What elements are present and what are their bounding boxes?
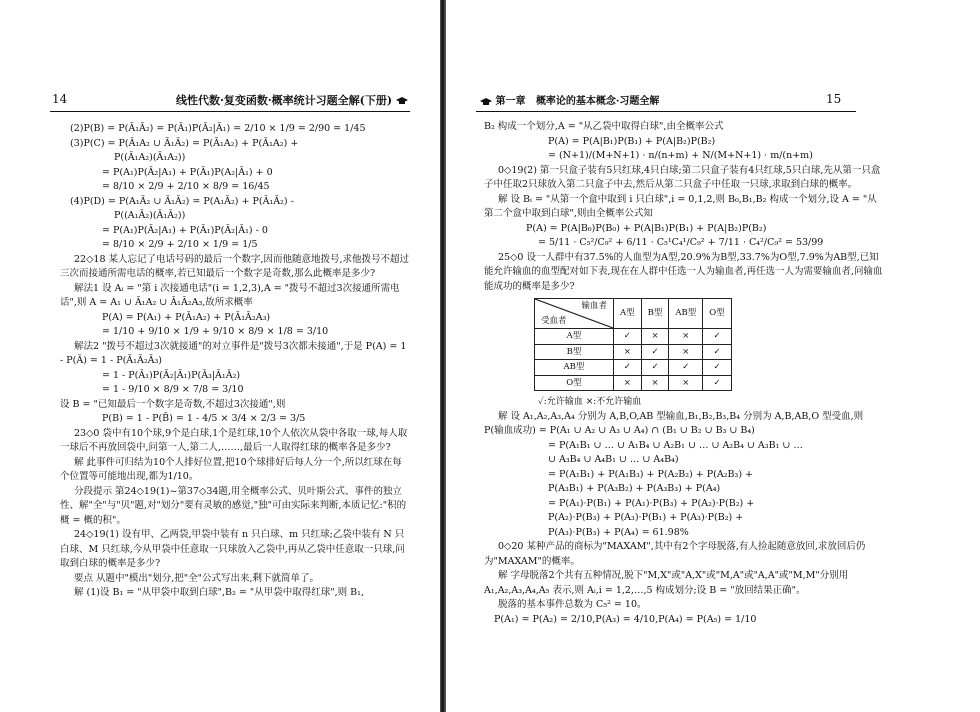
text-line: P(B) = 1 - P(B̄) = 1 - 4/5 × 3/4 × 2/3 = 3/5: [102, 413, 306, 424]
text-line: = (N+1)/(M+N+1) · n/(n+m) + N/(M+N+1) · m/(n+m): [548, 150, 813, 161]
text-line: = P(A₁)P(Ā₂|A₁) + P(Ā₁)P(A₂|Ā₁) + 0: [102, 166, 273, 178]
table-row-label: B型: [535, 344, 614, 360]
table-cell: ✓: [614, 329, 642, 345]
text-line: P(A) = P(A|B₀)P(B₀) + P(A|B₁)P(B₁) + P(A|B₂)P(B₂): [526, 222, 767, 234]
left-page: [0, 0, 440, 712]
table-corner-bottom: 受血者: [541, 315, 567, 326]
text-line: = P(A₁)·P(B₁) + P(A₁)·P(B₃) + P(A₂)·P(B₂) +: [548, 497, 755, 509]
text-line: = P(A₁B₁) + P(A₁B₃) + P(A₂B₂) + P(A₂B₃) +: [548, 468, 754, 480]
table-cell: ✓: [614, 360, 642, 376]
graduation-cap-icon: [480, 98, 492, 106]
diagonal-divider: [535, 299, 613, 328]
text-line: 22◇18 某人忘记了电话号码的最后一个数字,因而他随意地拨号,求他拨号不超过三次而接通所需电话的概率,若已知最后一个数字是奇数,那么此概率是多少?: [60, 253, 410, 279]
text-line: = P(A₁)P(Ā₂|A₁) + P(Ā₁)P(Ā₂|Ā₁) - 0: [102, 224, 268, 236]
text-line: 解法2 "拨号不超过3次就接通"的对立事件是"拨号3次都未接通",于是 P(A) = 1 - P(Ā) = 1 - P(Ā₁Ā₂Ā₃): [60, 340, 407, 366]
text-line: P(A) = P(A|B₁)P(B₁) + P(A|B₂)P(B₂): [548, 135, 716, 147]
table-col-header: B型: [641, 299, 669, 329]
text-line: = 8/10 × 2/9 + 2/10 × 8/9 = 16/45: [102, 181, 270, 192]
text-line: (3)P(C) = P(Ā₁A₂ ∪ Ā₁Ā₂) = P(Ā₁A₂) + P(Ā₁A₂) +: [70, 137, 299, 149]
text-line: 解 此事件可归结为10个人排好位置,把10个球排好后每人分一个,所以红球在每个位置等可能地出现,都为1/10。: [60, 456, 402, 482]
table-row-label: O型: [535, 375, 614, 391]
text-line: P(A₁) = P(A₂) = 2/10,P(A₃) = 4/10,P(A₄) = P(A₅) = 1/10: [494, 613, 757, 625]
table-cell: ×: [669, 344, 703, 360]
text-line: P(A₃)·P(B₃) + P(A₄) = 61.98%: [548, 526, 689, 538]
table-corner-cell: [535, 299, 614, 329]
table-cell: ×: [669, 329, 703, 345]
table-col-header: O型: [703, 299, 731, 329]
table-cell: ✓: [703, 360, 731, 376]
text-line: 脱落的基本事件总数为 C₅² = 10。: [498, 599, 647, 610]
table-legend: ✓:允许输血 ×:不允许输血: [538, 397, 642, 407]
table-cell: ✓: [703, 344, 731, 360]
right-page-content: [484, 120, 884, 627]
table-row-label: AB型: [535, 360, 614, 376]
text-line: 分段提示 第24◇19(1)~第37◇34题,用全概率公式、贝叶斯公式、事件的独立性、解"全"与"贝"题,对"划分"要有灵敏的感觉,"独"可由实际来判断,本质记忆:"积的概 = 概的积"。: [60, 485, 407, 526]
text-line: 24◇19(1) 设有甲、乙两袋,甲袋中装有 n 只白球、m 只红球;乙袋中装有 N 只白球、M 只红球,今从甲袋中任意取一只球放入乙袋中,再从乙袋中任意取一只球,问取到白球的概率是多少?: [60, 529, 405, 569]
text-line: = 1/10 + 9/10 × 1/9 + 9/10 × 8/9 × 1/8 = 3/10: [102, 326, 329, 337]
text-line: P((Ā₁A₂)(Ā₁A₂)): [114, 152, 186, 163]
text-line: 23◇0 袋中有10个球,9个是白球,1个是红球,10个人依次从袋中各取一球,每人取一球后不再放回袋中,问第一人,第二人,……,最后一人取得红球的概率各是多少?: [60, 427, 408, 453]
left-page-number: 14: [52, 92, 68, 106]
text-line: = 1 - P(Ā₁)P(Ā₂|Ā₁)P(Ā₃|Ā₁Ā₂): [102, 369, 241, 381]
right-text-top: [484, 120, 884, 294]
graduation-cap-icon: [396, 97, 408, 105]
blood-type-table: [534, 298, 732, 391]
table-cell: ✓: [703, 329, 731, 345]
text-line: (4)P(D) = P(A₁Ā₂ ∪ Ā₁Ā₂) = P(A₁Ā₂) + P(Ā₁Ā₂) -: [70, 195, 294, 207]
text-line: P((A₁Ā₂)(Ā₁Ā₂)): [114, 210, 186, 221]
right-page: [446, 0, 980, 712]
text-line: 25◇0 设一人群中有37.5%的人血型为A型,20.9%为B型,33.7%为O型,7.9%为AB型,已知能允许输血的血型配对如下表,现在在人群中任选一人为输血者,再任选一人为需要输血者,问输血能成功的概率是多少?: [484, 251, 883, 292]
right-header-title: 概率论的基本概念·习题全解: [535, 96, 660, 107]
table-row: [535, 375, 732, 391]
text-line: 解 字母脱落2个共有五种情况,脱下"M,X"或"A,X"或"M,A"或"A,A"或"M,M"分别用 A₁,A₂,A₃,A₄,A₅ 表示,则 Aᵢ,i = 1,2,…,5 构成划分;设 B = "放回结果正确"。: [484, 570, 849, 596]
table-cell: ✓: [641, 360, 669, 376]
text-line: B₂ 构成一个划分,A = "从乙袋中取得白球",由全概率公式: [484, 121, 724, 132]
table-row: [535, 360, 732, 376]
left-header-title: [176, 92, 408, 108]
table-cell: ×: [641, 329, 669, 345]
table-cell: ✓: [641, 344, 669, 360]
text-line: 0◇19(2) 第一只盒子装有5只红球,4只白球;第二只盒子装有4只红球,5只白球,先从第一只盒子中任取2只球放入第二只盒子中去,然后从第二只盒子中任取一只球,求取到白球的概率。: [484, 164, 881, 190]
table-row: [535, 329, 732, 345]
table-col-header: A型: [614, 299, 642, 329]
right-page-number: 15: [826, 92, 842, 106]
text-line: 解 设 A₁,A₂,A₃,A₄ 分别为 A,B,O,AB 型输血,B₁,B₂,B₃,B₄ 分别为 A,B,AB,O 型受血,则: [498, 410, 864, 422]
text-line: P(A₃B₁) + P(A₃B₂) + P(A₃B₃) + P(A₄): [548, 483, 721, 494]
text-line: = 1 - 9/10 × 8/9 × 7/8 = 3/10: [102, 384, 244, 395]
text-line: = P(A₁B₁ ∪ … ∪ A₁B₄ ∪ A₂B₁ ∪ … ∪ A₂B₄ ∪ A₃B₁ ∪ …: [548, 439, 803, 451]
table-cell: ×: [614, 375, 642, 391]
table-body: [535, 329, 732, 391]
table-cell: ×: [641, 375, 669, 391]
text-line: P(输血成功) = P(A₁ ∪ A₂ ∪ A₃ ∪ A₄) ∩ (B₁ ∪ B₂ ∪ B₃ ∪ B₄): [484, 425, 755, 436]
table-cell: ✓: [669, 360, 703, 376]
table-col-header: AB型: [669, 299, 703, 329]
table-cell: ✓: [703, 375, 731, 391]
table-row: [535, 344, 732, 360]
text-line: = 8/10 × 2/9 + 2/10 × 1/9 = 1/5: [102, 239, 258, 250]
text-line: 解法1 设 Aᵢ = "第 i 次接通电话"(i = 1,2,3),A = "拨号不超过3次接通所需电话",则 A = A₁ ∪ Ā₁A₂ ∪ Ā₁Ā₂A₃,故所求概率: [60, 282, 400, 308]
text-line: (2)P(B) = P(Ā₁Ā₂) = P(Ā₁)P(Ā₂|Ā₁) = 2/10 × 1/9 = 2/90 = 1/45: [70, 123, 366, 134]
left-header-rule: [50, 111, 410, 112]
left-page-content: [60, 122, 410, 601]
text-line: P(A₂)·P(B₃) + P(A₃)·P(B₁) + P(A₃)·P(B₂) +: [548, 512, 744, 523]
text-line: 设 B = "已知最后一个数字是奇数,不超过3次接通",则: [60, 398, 286, 410]
table-row-label: A型: [535, 329, 614, 345]
table-cell: ×: [614, 344, 642, 360]
left-header-title-text: 线性代数·复变函数·概率统计习题全解(下册): [176, 94, 393, 107]
text-line: ∪ A₃B₄ ∪ A₄B₁ ∪ … ∪ A₄B₄): [548, 454, 679, 465]
text-line: P(A) = P(A₁) + P(Ā₁A₂) + P(Ā₁Ā₂A₃): [102, 311, 271, 323]
text-line: = 5/11 · C₅²/C₉² + 6/11 · C₅¹C₄¹/C₉² + 7/11 · C₄²/C₉² = 53/99: [538, 237, 824, 248]
text-line: 0◇20 某种产品的商标为"MAXAM",其中有2个字母脱落,有人捡起随意放回,求放回后仍为"MAXAM"的概率。: [484, 541, 866, 567]
table-cell: ×: [669, 375, 703, 391]
chapter-label: 第一章: [495, 96, 526, 107]
table-header-row: [535, 299, 732, 329]
right-header-rule: [476, 111, 856, 112]
table-corner-top: 输血者: [581, 301, 607, 311]
text-line: 要点 从题中"模出"划分,把"全"公式写出来,剩下就简单了。: [74, 572, 320, 584]
text-line: 解 设 Bᵢ = "从第一个盒中取到 i 只白球",i = 0,1,2,则 B₀,B₁,B₂ 构成一个划分,设 A = "从第二个盒中取到白球",则由全概率公式知: [484, 193, 877, 219]
right-header-chapter: [480, 92, 659, 107]
text-line: 解 (1)设 B₁ = "从甲袋中取到白球",B₂ = "从甲袋中取得红球",则 B₁,: [74, 587, 364, 598]
right-text-bottom: [484, 410, 884, 628]
